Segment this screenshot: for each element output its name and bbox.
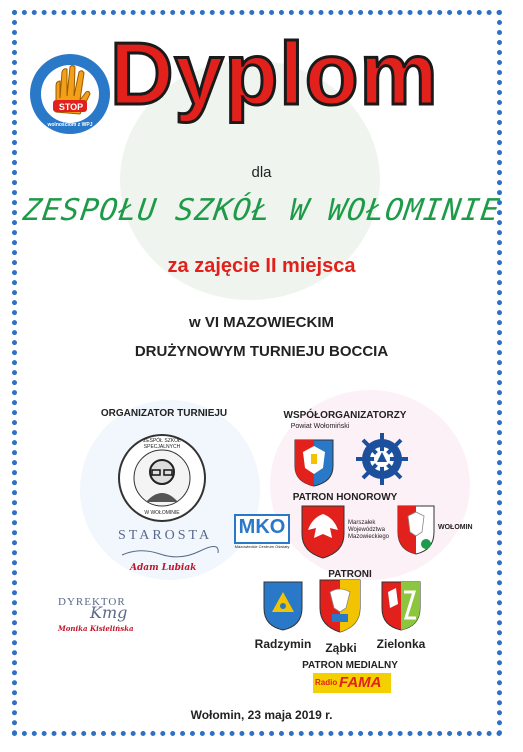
radio-label: Radio	[315, 678, 338, 687]
coorganizers-sub: Powiat Wołomiński	[290, 423, 350, 430]
organizer-seal	[116, 432, 208, 524]
organizer-heading: ORGANIZATOR TURNIEJU	[100, 408, 228, 419]
starosta-signature: Adam Lubiak	[130, 563, 197, 573]
radzymin-crest	[262, 580, 304, 632]
mko-logo-text: MKO	[238, 516, 286, 538]
event-line-1: w VI MAZOWIECKIM	[189, 314, 334, 331]
dyrektor-name: Monika Kisielińska	[58, 624, 134, 633]
stop-logo	[26, 50, 114, 138]
mko-logo	[234, 514, 290, 554]
marszalek-label: Marszałek Województwa Mazowieckiego	[348, 520, 390, 541]
town-radzymin: Radzymin	[254, 637, 312, 651]
stop-logo-text: STOP	[58, 102, 84, 112]
event-line-2: DRUŻYNOWYM TURNIEJU BOCCIA	[134, 343, 389, 360]
ship-wheel-emblem	[355, 432, 409, 486]
place-award: za zajęcie II miejsca	[167, 255, 356, 277]
seal-bottom-text: W WOŁOMINIE	[144, 510, 180, 516]
radio-fama-logo	[313, 673, 391, 693]
wolomin-label: WOŁOMIN	[438, 524, 473, 531]
powiat-coat-of-arms	[293, 438, 335, 488]
zabki-crest	[318, 578, 362, 634]
fama-label: FAMA	[339, 674, 382, 691]
media-heading: PATRON MEDIALNY	[302, 660, 398, 671]
patrons-heading: PATRONI	[328, 569, 372, 580]
issue-date: Wołomin, 23 maja 2019 r.	[190, 708, 333, 722]
stop-logo-arc-text: wolnościom z WPJ	[47, 122, 93, 128]
diploma-title: Dyplom	[110, 24, 439, 123]
honorary-heading: PATRON HONOROWY	[292, 492, 398, 503]
town-zabki: Ząbki	[325, 641, 357, 655]
dyrektor-scribble: Kmg	[90, 603, 128, 622]
dla-label: dla	[251, 164, 272, 181]
recipient-name: ZESPOŁU SZKÓŁ W WOŁOMINIE	[20, 193, 503, 228]
starosta-title: STAROSTA	[118, 528, 213, 543]
zielonka-crest	[380, 580, 422, 632]
mko-logo-sub: Mazowieckie Centrum Oświaty	[234, 544, 290, 549]
coorganizers-heading: WSPÓŁORGANIZATORZY	[283, 410, 407, 421]
mazowsze-eagle-crest	[300, 504, 346, 560]
town-zielonka: Zielonka	[376, 637, 426, 651]
wolomin-crest	[396, 504, 436, 556]
starosta-scribble	[120, 545, 220, 559]
dyrektor-title: DYREKTOR	[58, 596, 126, 608]
seal-text: ZESPÓŁ SZKÓŁ SPECJALNYCH	[143, 438, 181, 450]
